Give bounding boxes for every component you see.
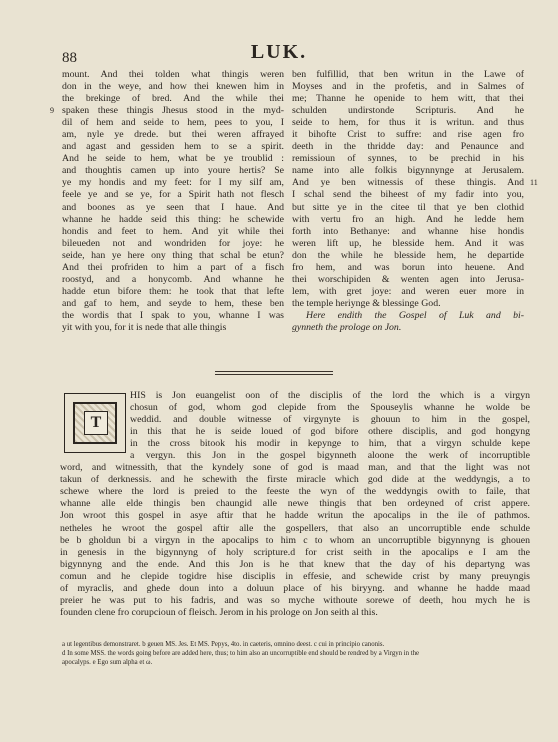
text-line: bileueden not and wondriden for joye: he — [62, 237, 284, 249]
text-line: lem, with gret joye: and weren euer more in — [292, 285, 524, 297]
text-line: seide to hem, for thus it is writun. and thus — [292, 117, 524, 129]
text-line: and agast and gessiden hem to se a spirit. — [62, 141, 284, 153]
prologue-text — [60, 390, 530, 619]
prologue-line: word, and witnessith, that the kyndely sone of god is maad man, and that the light was not — [60, 462, 530, 474]
prologue-line: schewe where the lord is preied to the feeste the wyn of the weddyngis owith to faile, that — [60, 486, 530, 498]
decorated-initial — [64, 393, 126, 453]
text-line: the temple heriynge & blessinge God. — [292, 297, 441, 309]
text-line: And ye ben witnessis of these thingis. And — [292, 177, 524, 189]
text-line: and thoughtis camen up into youre hertis? Se — [62, 165, 284, 177]
margin-verse-number-left: 9 — [50, 106, 54, 115]
text-line: mount. And thei tolden what thingis weren — [62, 69, 284, 80]
prologue-line: chosun of god, whom god clepide from the Spouseylis whanne he wolde be — [130, 402, 530, 414]
prologue-line: whanne alle elde thingis ben chaungid alle newe thingis that ben ordeyned of crist appere. — [60, 498, 530, 510]
left-column-text — [62, 69, 284, 334]
text-line: whanne he hadde seid this thing: he schewide — [62, 213, 284, 225]
prologue-line: preier he was put to his fadris, and was so myche withoute sorewe of deeth, hou mych he is — [60, 594, 530, 606]
prologue-line: weddid. and double witnesse of virgynyte is ghouun to him in the gospel, — [130, 414, 530, 426]
prologue-line: in the cross bitook his modir in kepynge to him, that a virgyn schulde kepe — [130, 438, 530, 450]
text-line: yit with you, for it is nede that alle thingis — [62, 321, 227, 333]
running-title: LUK. — [250, 41, 308, 63]
text-line: don the while he blesside hem, he departide — [292, 249, 524, 261]
text-line: hondis and feet to hem. And yit while thei — [62, 225, 284, 237]
section-divider-bottom — [215, 374, 333, 375]
text-line: me; Thanne he openide to hem witt, that thei — [292, 93, 524, 105]
text-line: remissioun of synnes, to be prechid in his — [292, 153, 524, 165]
text-line: ben fulfillid, that ben writun in the Lawe of — [292, 69, 524, 80]
text-line: hadde etun bifore them: he took that that lefte — [62, 285, 284, 297]
colophon-line: gynneth the prologe on Jon. — [292, 321, 402, 333]
prologue-line: netheles he wroot the gospel aftir alle the gospellers, that also an uncorruptible ende schulde — [60, 522, 530, 534]
text-line: and boones as ye seen that I haue. And — [62, 201, 284, 213]
prologue-line: a vergyn. this Jon in the gospel bigynneth aloone the werk of incorruptible — [130, 450, 530, 462]
prologue-line: founden clene fro corupcioun of fleisch. Jerom in his prologe on Jon seith al this. — [60, 606, 378, 618]
prologue-line: HIS is Jon euangelist oon of the disciplis of the lord the which is a virgyn — [130, 390, 530, 401]
text-line: fro hem, and was borun into heuene. And — [292, 261, 524, 273]
text-line: Moyses and in the profetis, and in Salmes of — [292, 81, 524, 93]
footnotes — [62, 640, 532, 667]
section-divider-top — [215, 371, 333, 372]
prologue-line: of myraclis, and ghede doun into a doluun place of his biryyng. and whanne he hadde maad — [60, 582, 530, 594]
text-line: roostyd, and a honycomb. And whanne he — [62, 273, 284, 285]
text-line: with vertu fro an high. And he ledde hem — [292, 213, 524, 225]
text-line: I schal send the biheest of my fadir into you, — [292, 189, 524, 201]
text-line: And he seide to hem, what be ye troublid : — [62, 153, 284, 165]
prologue-line: comun and he clepide togidre hise disciplis in effesie, and schewide crist by many preuyngis — [60, 570, 530, 582]
text-line: but sitte ye in the citee til that ye ben clothid — [292, 201, 524, 213]
colophon-line: Here endith the Gospel of Luk and bi- — [306, 309, 524, 321]
right-column-text — [292, 69, 524, 334]
text-line: spaken these thingis Jhesus stood in the myd- — [62, 105, 284, 117]
text-line: deeth in the thridde day: and Penaunce and — [292, 141, 524, 153]
text-line: don in the weye, and how thei knewen him in — [62, 81, 284, 93]
text-line: ye my hondis and my feet: for I my silf am, — [62, 177, 284, 189]
text-line: am, nyle ye drede. but thei weren affrayed — [62, 129, 284, 141]
text-line: schulden undirstonde Scripturis. And he — [292, 105, 524, 117]
footnote-line: d In some MSS. the words going before are added here, thus; to him also an uncorruptible end should be rendred by a Virgyn in the — [62, 650, 420, 657]
prologue-line: Jon wroot this gospel in asye aftir that he hadde writun the apocalips in the ile of pathmos. — [60, 510, 530, 522]
margin-verse-number-right: 11 — [530, 178, 538, 187]
prologue-line: bigynnyng and the ende. And this Jon is he that knew that the day of his departyng was — [60, 558, 530, 570]
footnote-line: a ut legentibus demonstraret. b geuen MS. Jes. Et MS. Pepys, 4to. in caeteris, omnino deest. c cui in principio canonis. — [62, 641, 385, 648]
page-number: 88 — [62, 50, 77, 66]
text-line: forth into Bethanye: and whanne hise hondis — [292, 225, 524, 237]
text-line: feele ye and se ye, for a Spirit hath not flesch — [62, 189, 284, 201]
text-line: and gaf to hem, and seyde to hem, these ben — [62, 297, 284, 309]
prologue-line: in genesis in the bigynnyng of holy scripture.d for crist seith in the apocalips e I am the — [60, 546, 530, 558]
text-line: weren lift up, he blesside hem. And it was — [292, 237, 524, 249]
prologue-line: in this that he is seide loued of god bifore othere disciplis, and god hongyng — [130, 426, 530, 438]
footnote-line: apocalyps. e Ego sum alpha et ω. — [62, 659, 153, 666]
text-line: thei worschipiden & wenten agen into Jerusa- — [292, 273, 524, 285]
text-line: the brekinge of bred. And the while thei — [62, 93, 284, 105]
text-line: name into alle folkis bigynnynge at Jerusalem. — [292, 165, 524, 177]
text-line: it bihofte Crist to suffre: and rise agen fro — [292, 129, 524, 141]
text-line: And thei profriden to him a part of a fisch — [62, 261, 284, 273]
text-line: dil of hem and seide to hem, pees to you, I — [62, 117, 284, 129]
initial-letter: T — [84, 411, 108, 435]
prologue-line: takun of derknessis. and he schewith the firste miracle which god dide at the weddyngis, a to — [60, 474, 530, 486]
prologue-line: be b gholdun bi a virgyn in the apocalips to him c to whom an uncorruptible bigynnyng is ghouen — [60, 534, 530, 546]
text-line: seide, han ye here ony thing that schal be etun? — [62, 249, 284, 261]
text-line: the wordis that I spak to you, whanne I was — [62, 309, 284, 321]
